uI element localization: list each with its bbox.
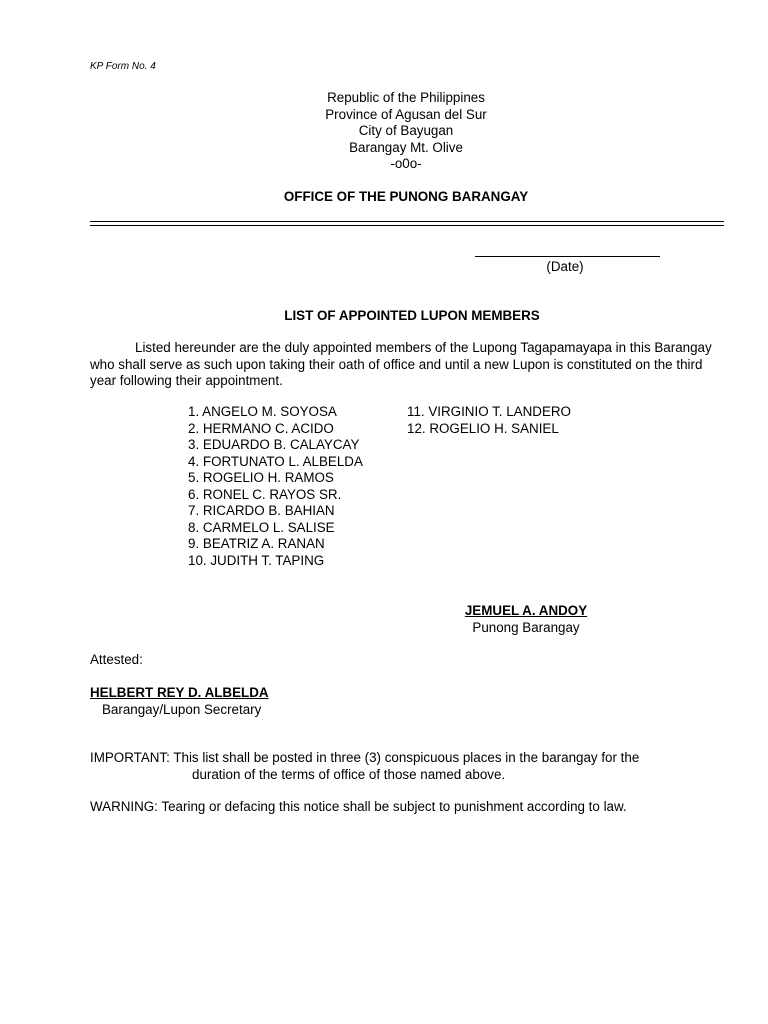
date-label: (Date)	[546, 259, 584, 274]
member-item: 9. BEATRIZ A. RANAN	[188, 536, 325, 551]
header-province: Province of Agusan del Sur	[325, 106, 487, 122]
member-item: 7. RICARDO B. BAHIAN	[188, 503, 335, 518]
header-republic: Republic of the Philippines	[327, 90, 485, 105]
member-item: 6. RONEL C. RAYOS SR.	[188, 486, 342, 502]
punong-barangay-signature	[421, 602, 631, 636]
members-column-right	[407, 404, 571, 437]
list-title: LIST OF APPOINTED LUPON MEMBERS	[284, 308, 540, 323]
office-title: OFFICE OF THE PUNONG BARANGAY	[283, 189, 529, 204]
member-item: 3. EDUARDO B. CALAYCAY	[188, 437, 360, 452]
header-divider-bottom	[90, 225, 724, 226]
member-item: 8. CARMELO L. SALISE	[188, 519, 335, 535]
header-divider-top	[90, 221, 724, 222]
attested-label: Attested:	[90, 652, 143, 667]
members-column-left	[188, 404, 363, 569]
secretary-signature	[90, 684, 269, 718]
document-header	[0, 90, 768, 173]
form-number: KP Form No. 4	[90, 61, 156, 72]
member-item: 10. JUDITH T. TAPING	[188, 552, 325, 568]
important-notice	[90, 750, 730, 783]
header-barangay: Barangay Mt. Olive	[349, 139, 463, 155]
member-item: 1. ANGELO M. SOYOSA	[188, 404, 337, 419]
important-line-2: duration of the terms of office of those named above.	[192, 766, 506, 782]
member-item: 11. VIRGINIO T. LANDERO	[407, 404, 571, 419]
member-item: 2. HERMANO C. ACIDO	[188, 420, 334, 436]
member-item: 4. FORTUNATO L. ALBELDA	[188, 453, 363, 469]
header-ornament: -o0o-	[390, 156, 422, 172]
intro-paragraph	[90, 340, 730, 390]
date-signature-line	[475, 256, 660, 257]
warning-notice: WARNING: Tearing or defacing this notice shall be subject to punishment according to law.	[90, 799, 627, 814]
important-line-1: IMPORTANT: This list shall be posted in three (3) conspicuous places in the barangay for the	[90, 750, 640, 765]
secretary-position: Barangay/Lupon Secretary	[102, 702, 262, 717]
intro-text: Listed hereunder are the duly appointed members of the Lupong Tagapamayapa in this Barangay who shall serve as such upon taking their oath of office and until a new Lupon is constituted on the third year following their appointment.	[90, 340, 712, 388]
header-city: City of Bayugan	[358, 123, 454, 139]
secretary-name: HELBERT REY D. ALBELDA	[90, 685, 269, 700]
captain-position: Punong Barangay	[472, 620, 580, 635]
captain-name: JEMUEL A. ANDOY	[464, 603, 588, 618]
member-item: 12. ROGELIO H. SANIEL	[407, 420, 559, 436]
member-item: 5. ROGELIO H. RAMOS	[188, 470, 334, 485]
